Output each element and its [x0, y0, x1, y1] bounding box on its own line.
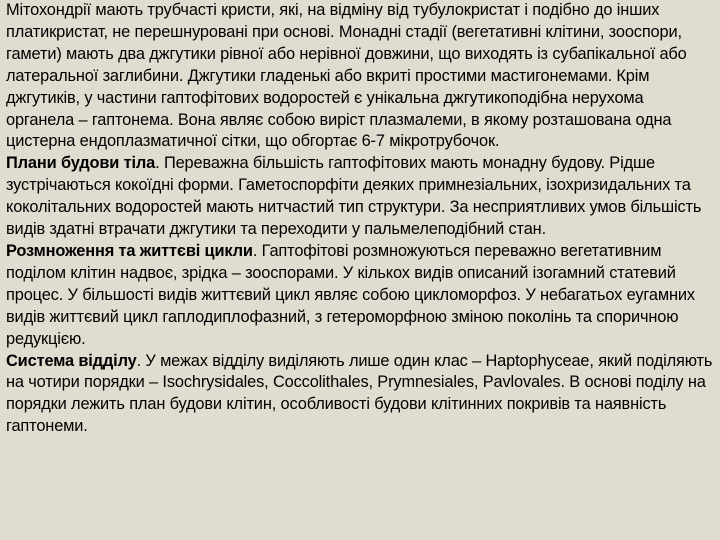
slide-text-block — [6, 0, 714, 438]
section-heading-reproduction: Розмноження та життєві цикли — [6, 241, 253, 260]
section-heading-body-plans: Плани будови тіла — [6, 154, 156, 173]
section-heading-system: Система відділу — [6, 351, 137, 370]
paragraph-text: Мітохондрії мають трубчасті кристи, які, на відміну від тубулокристат і подібно до інших платикристат, не перешнуровані при основі. Монадні стадії (вегетативні клітини, зооспори, гамети) мають два джгутики рівної або нерівної довжини, що виходять із субапікальної або латеральної заглибини. Джгутики гладенькі або вкриті простими мастигонемами. Крім джгутиків, у частини гаптофітових водоростей є унікальна джгутикоподібна нерухома органела – гаптонема. Вона являє собою виріст плазмалеми, в якому розташована одна цистерна ендоплазматичної сітки, що обгортає 6-7 мікротрубочок. — [6, 1, 687, 151]
paragraph-text: . Переважна більшість гаптофітових мають монадну будову. Рідше зустрічаються кокоїдні форми. Гаметоспорфіти деяких примнезіальних, ізохризидальних та коколітальних водоростей мають нитчастий тип структури. За несприятливих умов більшість видів здатні втрачати джгутики та переходити у пальмелеподібний стан. — [6, 154, 702, 239]
paragraph-body-plans — [6, 153, 714, 241]
paragraph-reproduction — [6, 241, 714, 351]
paragraph-system — [6, 351, 714, 439]
paragraph-mitochondria — [6, 0, 714, 153]
paragraph-text: . Гаптофітові розмножуються переважно вегетативним поділом клітин надвоє, зрідка – зооспорами. У кількох видів описаний ізогамний статевий процес. У більшості видів життєвий цикл являє собою цикломорфоз. У небагатьох еугамних видів життєвий цикл гаплодиплофазний, з гетероморфною зміною поколінь та споричною редукцією. — [6, 241, 695, 348]
paragraph-text: . У межах відділу виділяють лише один клас – Haptophyceae, який поділяють на чотири порядки – Isochrysidales, Coccolithales, Prymnesiales, Pavlovales. В основі поділу на порядки лежить план будови клітин, особливості будови клітинних покривів та наявність гаптонеми. — [6, 351, 713, 436]
